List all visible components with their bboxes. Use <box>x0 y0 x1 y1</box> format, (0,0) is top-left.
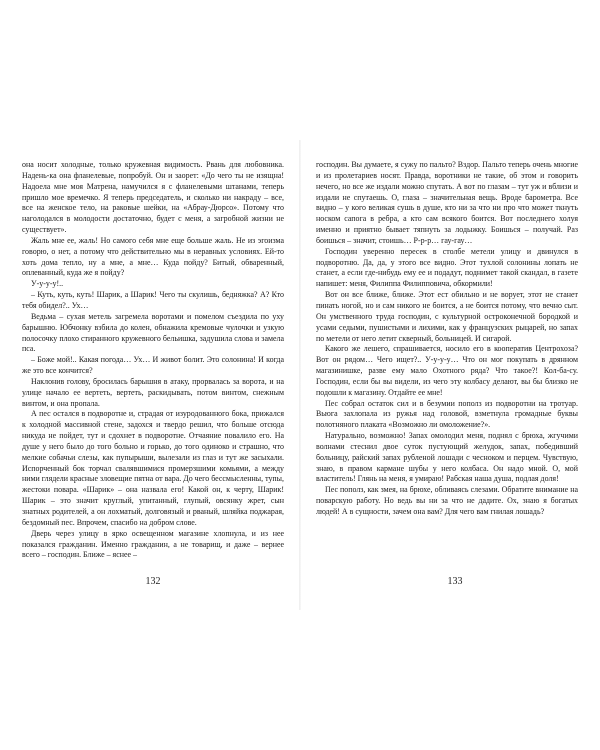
right-page-text <box>316 160 578 518</box>
left-page-text <box>22 160 284 561</box>
paragraph: господин. Вы думаете, я сужу по пальто? Вздор. Пальто теперь очень многие и из пролетариев носят. Правда, воротники не такие, об этом и говорить нечего, но все же издали можно спутать. А вот по глазам – тут уж и вблизи и издали не спутаешь. О, глаза – значительная вещь. Вроде барометра. Все видно – у кого великая сушь в душе, кто ни за что ни про что может ткнуть носком сапога в ребра, а кто сам всякого боится. Вот последнего холуя именно и приятно бывает тяпнуть за лодыжку. Боишься – получай. Раз боишься – значит, стоишь… Р-р-р… гау-гау… <box>316 160 578 245</box>
paragraph: У-у-у-у!.. <box>31 279 64 289</box>
paragraph: Жаль мне ее, жаль! Но самого себя мне еще больше жаль. Не из эгоизма говорю, о нет, а потому что действительно мы в неравных условиях. Ей-то хоть дома тепло, ну а мне, а мне… Куда пойду? Битый, обваренный, оплеванный, куда же я пойду? <box>22 235 284 278</box>
paragraph: Пес пополз, как змея, на брюхе, обливаясь слезами. Обратите внимание на поварскую работу. Но ведь вы ни за что не дадите. Ох, знаю я богатых людей! А в сущности, зачем она вам? Для чего вам гнилая лошадь? <box>316 485 578 516</box>
paragraph: Дверь через улицу в ярко освещенном магазине хлопнула, и из нее показался гражданин. Именно гражданин, а не товарищ, и даже – вернее всего – господин. Ближе – яснее – <box>22 528 284 560</box>
left-page <box>22 160 284 590</box>
paragraph: Вот он все ближе, ближе. Этот ест обильно и не ворует, этот не станет пинать ногой, но и сам никого не боится, а не боится потому, что вечно сыт. Он умственного труда господин, с культурной остроконечной бородкой и усами седыми, пушистыми и лихими, как у французских рыцарей, но запах по метели от него летит скверный, больницей. И сигарой. <box>316 290 578 343</box>
paragraph: Натурально, возможно! Запах омолодил меня, поднял с брюха, жгучими волнами стеснил двое суток пустующий желудок, запах, победивший больницу, райский запах рубленой лошади с чесноком и перцем. Чувствую, знаю, в правом кармане шубы у него колбаса. Он надо мной. О, мой властитель! Глянь на меня, я умираю! Рабская наша душа, подлая доля! <box>316 431 578 484</box>
right-page <box>316 160 578 590</box>
paragraph: Господин уверенно пересек в столбе метели улицу и двинулся в подворотню. Да, да, у этого все видно. Этот тухлой солонины лопать не станет, а если где-нибудь ему ее и подадут, поднимет такой скандал, в газете напишет: меня, Филиппа Филипповича, обкормили! <box>316 246 578 289</box>
paragraph: Какого же лешего, спрашивается, носило его в кооператив Центрохоза? Вот он рядом… Чего ищет?.. У-у-у-у… Что он мог покупать в дрянном магазинишке, разве ему мало Охотного ряда? Что такое?! Кол-ба-су. Господин, если бы вы видели, из чего эту колбасу делают, вы бы близко не подошли к магазину. Отдайте ее мне! <box>316 344 578 397</box>
page-number-right: 133 <box>447 576 463 587</box>
paragraph: Наклонив голову, бросилась барышня в атаку, прорвалась за ворота, и на улице начало ее вертеть, вертеть, раскидывать, потом винтом, снежным винтом, и она пропала. <box>22 376 284 408</box>
paragraph: она носит холодные, только кружевная видимость. Рвань для любовника. Надень-ка она фланелевые, попробуй. Он и заорет: «До чего ты не изящна! Надоела мне моя Матрена, намучился я с фланелевыми штанами, теперь пришло мое времечко. Я теперь председатель, и сколько ни накраду – все, все на женское тело, на раковые шейки, на «Абрау-Дюрсо». Потому что наголодался в молодости достаточно, будет с меня, а загробной жизни не существует». <box>22 160 284 235</box>
page-number-left: 132 <box>145 576 161 587</box>
paragraph: – Куть, куть, куть! Шарик, а Шарик! Чего ты скулишь, бедняжка? А? Кто тебя обидел?.. Ух… <box>22 290 284 310</box>
book-gutter <box>299 140 301 610</box>
paragraph: – Боже мой!.. Какая погода… Ух… И живот болит. Это солонина! И когда же это все кончится? <box>22 355 284 376</box>
paragraph: Ведьма – сухая метель загремела воротами и помелом съездила по уху барышню. Юбчонку взбила до колен, обнажила кремовые чулочки и узкую полосочку плохо стиранного кружевного бельишка, задушила слова и замела пса. <box>22 311 284 354</box>
paragraph: А пес остался в подворотне и, страдая от изуродованного бока, прижался к холодной массивной стене, задохся и твердо решил, что больше отсюда никуда не пойдет, тут и сдохнет в подворотне. Отчаяние повалило его. На душе у него было до того больно и горько, до того одиноко и страшно, что мелкие собачьи слезы, как пупырыши, вылезали из глаз и тут же засыхали. Испорченный бок торчал свалявшимися промерзшими комьями, а между ними глядели красные зловещие пятна от вара. До чего бессмысленны, тупы, жестоки повара. «Шарик» – она назвала его! Какой он, к черту, Шарик! Шарик – это значит круглый, упитанный, глупый, овсянку жрет, сын знатных родителей, а он лохматый, долговязый и рваный, шляйка поджарая, бездомный пес. Впрочем, спасибо на добром слове. <box>22 409 284 527</box>
paragraph: Пес собрал остаток сил и в безумии пополз из подворотни на тротуар. Вьюга захлопала из ружья над головой, взметнула громадные буквы полотняного плаката «Возможно ли омоложение?». <box>316 398 578 430</box>
